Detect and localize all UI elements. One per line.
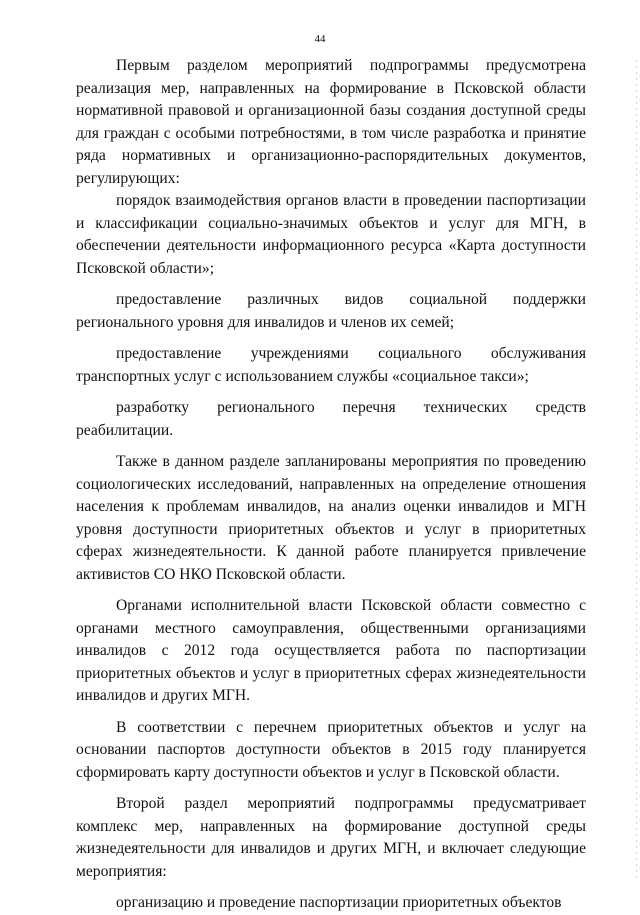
paragraph-accessibility-map: В соответствии с перечнем приоритетных объектов и услуг на основании паспортов доступности объектов в 2015 году планируется сформировать карту доступности объектов и услуг в Псковской области.: [76, 718, 586, 781]
paragraph-list-item: предоставление учреждениями социального обслуживания транспортных услуг с использованием службы «социальное такси»;: [76, 345, 586, 385]
scan-edge-mark: [636, 60, 637, 880]
document-body: [76, 55, 586, 915]
paragraph-research: Также в данном разделе запланированы мероприятия по проведению социологических исследований, направленных на определение отношения населения к проблемам инвалидов, на анализ оценки инвалидов и МГН уровня доступности приоритетных объектов и услуг в приоритетных сферах жизнедеятельности. К данной работе планируется привлечение активистов СО НКО Псковской области.: [76, 453, 586, 583]
paragraph-second-section: Второй раздел мероприятий подпрограммы предусматривает комплекс мер, направленных на формирование доступной среды жизнедеятельности для инвалидов и других МГН, и включает следующие мероприятия:: [76, 795, 586, 880]
paragraph-list-item: порядок взаимодействия органов власти в проведении паспортизации и классификации социально-значимых объектов и услуг для МГН, в обеспечении деятельности информационного ресурса «Карта доступности Псковской области»;: [76, 192, 586, 277]
paragraph-list-item: разработку регионального перечня технических средств реабилитации.: [76, 399, 586, 439]
paragraph-list-item: организацию и проведение паспортизации приоритетных объектов: [116, 894, 562, 911]
paragraph-passportization: Органами исполнительной власти Псковской области совместно с органами местного самоуправления, общественными организациями инвалидов с 2012 года осуществляется работа по паспортизации приоритетных объектов и услуг в приоритетных сферах жизнедеятельности инвалидов и других МГН.: [76, 597, 586, 704]
paragraph-intro: Первым разделом мероприятий подпрограммы предусмотрена реализация мер, направленных на формирование в Псковской области нормативной правовой и организационной базы создания доступной среды для граждан с особыми потребностями, в том числе разработка и принятие ряда нормативных и организационно-распорядительных документов, регулирующих:: [76, 57, 586, 187]
paragraph-list-item: предоставление различных видов социальной поддержки регионального уровня для инвалидов и членов их семей;: [76, 291, 586, 331]
page-number: 44: [314, 33, 326, 45]
